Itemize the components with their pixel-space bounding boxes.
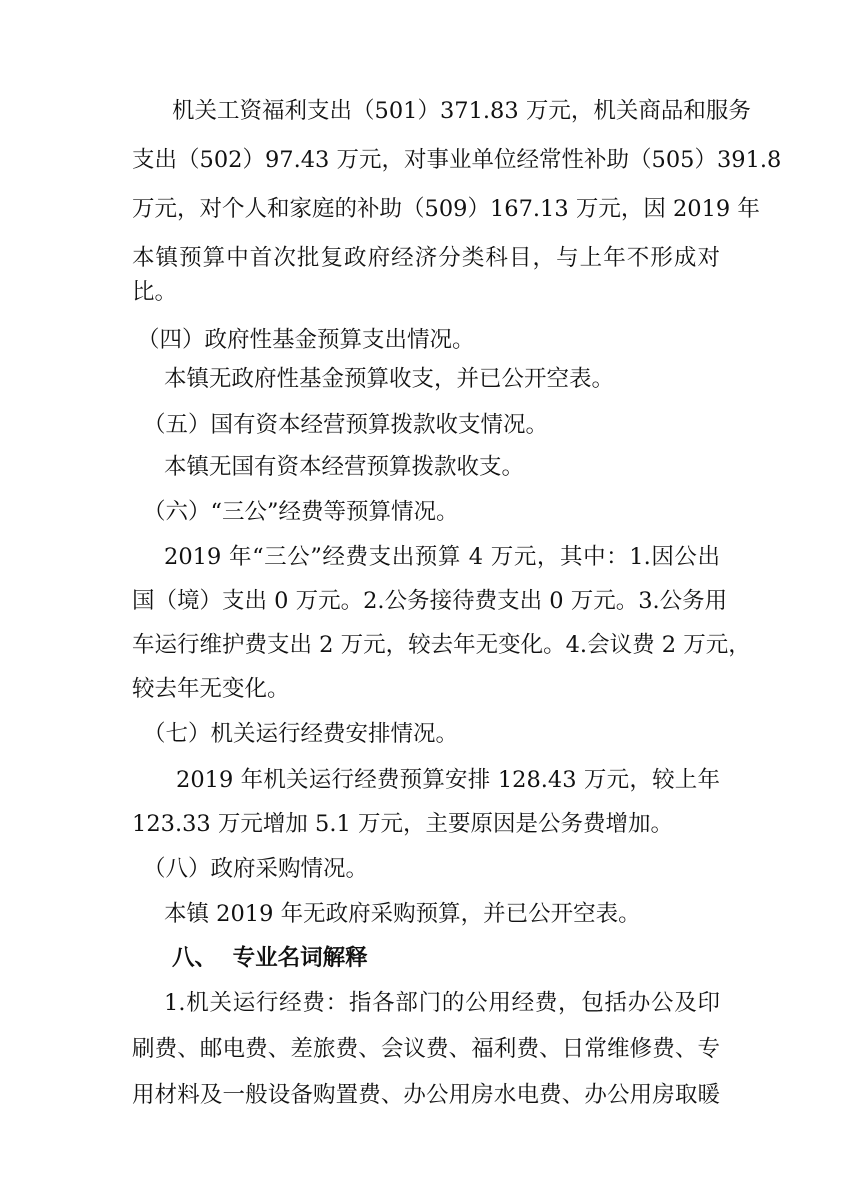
paragraph-line: 刷费、邮电费、差旅费、会议费、福利费、日常维修费、专 [132,1036,720,1062]
section-heading: （四）政府性基金预算支出情况。 [137,327,475,353]
paragraph-line: 支出（502）97.43 万元，对事业单位经常性补助（505）391.8 [132,147,782,173]
paragraph-line: 万元，对个人和家庭的补助（509）167.13 万元，因 2019 年 [132,196,760,222]
paragraph-line: 较去年无变化。 [132,676,290,702]
paragraph-line: 本镇无国有资本经营预算拨款收支。 [164,454,525,480]
paragraph-line: 用材料及一般设备购置费、办公用房水电费、办公用房取暖 [132,1082,720,1108]
paragraph-line: 1.机关运行经费：指各部门的公用经费，包括办公及印 [164,990,720,1016]
paragraph-line: 123.33 万元增加 5.1 万元，主要原因是公务费增加。 [132,811,673,837]
paragraph-line: 2019 年“三公”经费支出预算 4 万元，其中：1.因公出 [164,544,720,570]
paragraph-line: 机关工资福利支出（501）371.83 万元，机关商品和服务 [172,98,751,124]
paragraph-line: 比。 [132,279,178,305]
section-heading: （七）机关运行经费安排情况。 [143,721,459,747]
section-heading: （五）国有资本经营预算拨款收支情况。 [143,412,549,438]
major-heading: 八、 专业名词解释 [172,945,368,971]
section-heading: （八）政府采购情况。 [143,856,369,882]
paragraph-line: 本镇无政府性基金预算收支，并已公开空表。 [164,366,615,392]
paragraph-line: 2019 年机关运行经费预算安排 128.43 万元，较上年 [176,767,720,793]
paragraph-line: 国（境）支出 0 万元。2.公务接待费支出 0 万元。3.公务用 [132,588,728,614]
paragraph-line: 本镇预算中首次批复政府经济分类科目，与上年不形成对 [132,245,720,271]
paragraph-line: 车运行维护费支出 2 万元，较去年无变化。4.会议费 2 万元， [132,632,751,658]
section-heading: （六）“三公”经费等预算情况。 [143,499,459,525]
paragraph-line: 本镇 2019 年无政府采购预算，并已公开空表。 [164,901,641,927]
